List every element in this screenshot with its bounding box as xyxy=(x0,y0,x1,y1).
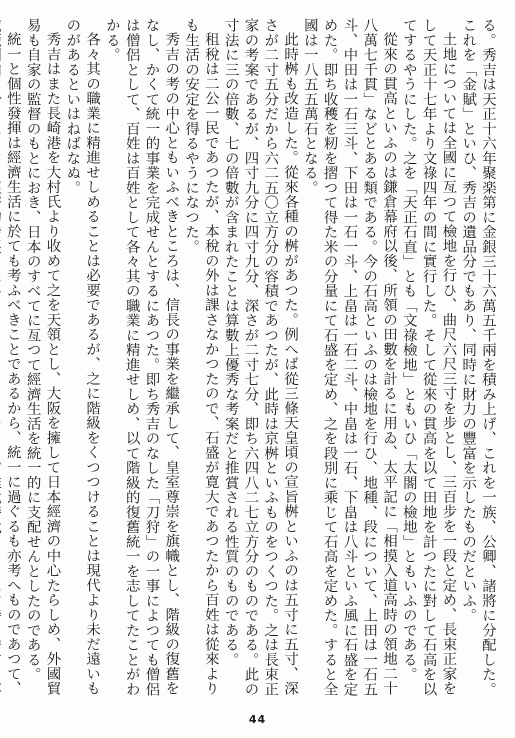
paragraph-8: 秀吉はまた長崎港を大村氏より收めて之を天領とし、大阪を擁して日本經濟の中心たらしめ、外國貿易も自家の監督のもとにおき、日本のすべてに亙つて經濟生活を統一的に支配せんとしたのである。 xyxy=(24,18,61,697)
paragraph-6: 秀吉の考の中心ともいふべきところは、信長の事業を繼承して、皇室尊崇を旗幟とし、階級の復舊をなし、かくて統一的事業を完成せんとするにあつた。即ち秀吉のなした「刀狩」の一事によつても僧侶は僧侶として、百姓は百姓として各々其の職業に精進せしめ、以て階級的復舊統一を志してたことがわかる。 xyxy=(103,18,180,697)
paragraph-5: 租稅は二公一民であつたが、本稅の外は課さなかつたので、石盛が寛大であつたから百姓は從來よりも生活の安定を得るやうになつた。 xyxy=(183,18,219,697)
paragraph-1: る。秀吉は天正十六年聚楽第に金銀三十六萬五千兩を積み上げ、これを一族、公卿、諸將に分配した。これを「金賦」といひ、秀吉の遺品分でもあり、同時に財力の豐富を示したものだといふ。 xyxy=(460,18,496,697)
page-number: 44 xyxy=(248,713,267,726)
vertical-text-body xyxy=(4,18,497,698)
paragraph-2: 土地については全國に亙つて檢地を行ひ、曲尺六尺三寸を步とし、三百步を一段と定め、長束正家をして天正十七年より文祿四年の間に實行した。そして從來の貫高を以て田地を計つたに對して石高を以てするやうにした。之を「天正石直」とも「文祿檢地」ともいひ「太閤の檢地」ともいふのである。 xyxy=(400,18,457,697)
paragraph-4: 此時桝も改造した。從來各種の桝があつた。例へば從三條天皇頃の宣旨桝といふのは五寸に五寸、深さが二寸五分だから六二五〇立方分の容積であつたが、此時は京桝といふものをつくつた。之は長束正家の考案であるが、四寸九分に四寸九分、深さが二寸七分、即ち六四八二七立方分のものである。此の寸法に三の倍數、七の倍數が含まれたことは算數上優秀な考案だと推賞される性質のものである。 xyxy=(222,18,299,697)
paragraph-9: 統一と個性發揮は經濟生活に於ても考ふべきことであるから、統一に過ぐるも亦考へものであつて、 xyxy=(4,32,21,697)
paragraph-7: 各々其の職業に精進せしめることは必要であるが、之に階級をくつつけることは現代より未だ遠いものがあるといはねばなぬ。 xyxy=(64,18,101,697)
paragraph-3: 從來の貫高といふのは鎌倉幕府以後、所領の田數を計るに用ゐ、太平記に「相摸入道高時の領地二十八萬七千貫」などとある類である。今の石高といふのは檢地を行ひ、地種、段について、上田は一石五斗、中田は一石三斗、下田は一石一斗、上畠は一石二斗、中畠は一石、下畠は八斗といふ風に石盛を定めた。即ち收穫を籾を摺つて得た米の分量にて石盛を定め、之を段別に乘じて石高を定めた。すると全國は一八五五萬石となる。 xyxy=(301,18,398,697)
